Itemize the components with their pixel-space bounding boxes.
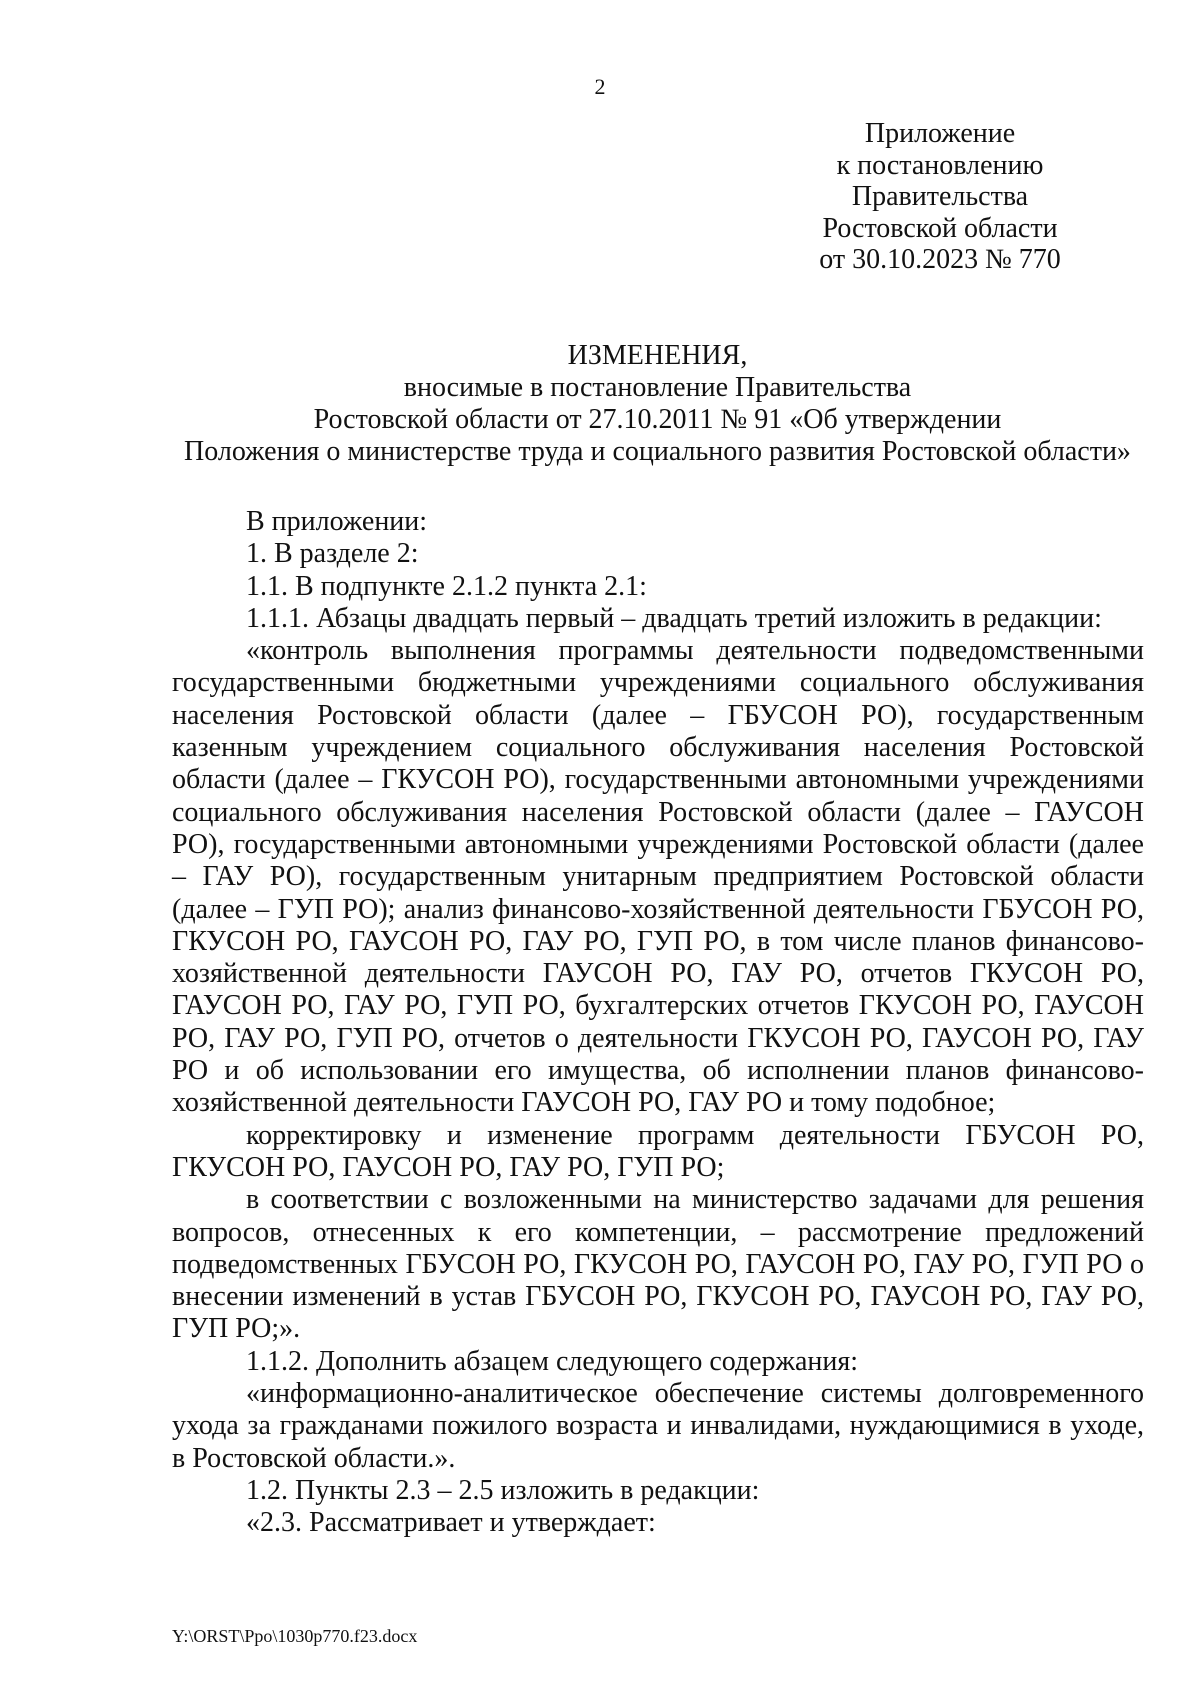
paragraph: «контроль выполнения программы деятельности подведомственными государственными бюджетными учреждениями социального обслуживания населения Ростовской области (далее – ГБУСОН РО), государственным казенным учреждением социального обслуживания населения Ростовской области (далее – ГКУСОН РО), государственными автономными учреждениями социального обслуживания населения Ростовской области (далее – ГАУСОН РО), государственными автономными учреждениями Ростовской области (далее – ГАУ РО), государственным унитарным предприятием Ростовской области (далее – ГУП РО); анализ финансово-хозяйственной деятельности ГБУСОН РО, ГКУСОН РО, ГАУСОН РО, ГАУ РО, ГУП РО, в том числе планов финансово-хозяйственной деятельности ГАУСОН РО, ГАУ РО, отчетов ГКУСОН РО, ГАУСОН РО, ГАУ РО, ГУП РО, бухгалтерских отчетов ГКУСОН РО, ГАУСОН РО, ГАУ РО, ГУП РО, отчетов о деятельности ГКУСОН РО, ГАУСОН РО, ГАУ РО и об использовании его имущества, об исполнении планов финансово-хозяйственной деятельности ГАУСОН РО, ГАУ РО и тому подобное; xyxy=(172,635,1144,1119)
approval-line: Приложение xyxy=(864,118,1016,149)
paragraph: 1. В разделе 2: xyxy=(246,538,419,570)
approval-line: к постановлению xyxy=(836,149,1044,181)
paragraph: 1.1. В подпункте 2.1.2 пункта 2.1: xyxy=(246,570,647,602)
paragraph: в соответствии с возложенными на министерство задачами для решения вопросов, отнесенных к его компетенции, – рассмотрение предложений подведомственных ГБУСОН РО, ГКУСОН РО, ГАУСОН РО, ГАУ РО, ГУП РО о внесении изменений в устав ГБУСОН РО, ГКУСОН РО, ГАУСОН РО, ГАУ РО, ГУП РО;». xyxy=(172,1184,1144,1345)
document-title xyxy=(170,340,1145,468)
paragraph: В приложении: xyxy=(246,506,428,537)
footer-file-path: Y:\ORST\Ppo\1030p770.f23.docx xyxy=(172,1626,418,1646)
paragraph: «2.3. Рассматривает и утверждает: xyxy=(246,1507,656,1539)
title-subtitle: вносимые в постановление Правительства xyxy=(403,372,912,403)
title-subtitle: Ростовской области от 27.10.2011 № 91 «Об утверждении xyxy=(313,404,1002,435)
document-body xyxy=(172,506,1144,1540)
page-number: 2 xyxy=(594,74,606,99)
paragraph: 1.1.2. Дополнить абзацем следующего содержания: xyxy=(246,1345,859,1377)
approval-line: Правительства xyxy=(851,181,1029,212)
title-heading: ИЗМЕНЕНИЯ, xyxy=(567,340,748,371)
paragraph: корректировку и изменение программ деятельности ГБУСОН РО, ГКУСОН РО, ГАУСОН РО, ГАУ РО, ГУП РО; xyxy=(172,1119,1144,1183)
paragraph: 1.2. Пункты 2.3 – 2.5 изложить в редакции: xyxy=(246,1474,760,1506)
title-subtitle: Положения о министерстве труда и социального развития Ростовской области» xyxy=(184,436,1131,467)
approval-line: Ростовской области xyxy=(822,212,1058,244)
paragraph: «информационно-аналитическое обеспечение системы долговременного ухода за гражданами пожилого возраста и инвалидами, нуждающимися в уходе, в Ростовской области.». xyxy=(172,1378,1144,1474)
paragraph: 1.1.1. Абзацы двадцать первый – двадцать третий изложить в редакции: xyxy=(246,602,1102,634)
approval-stamp xyxy=(790,118,1090,276)
approval-line: от 30.10.2023 № 770 xyxy=(819,244,1061,275)
